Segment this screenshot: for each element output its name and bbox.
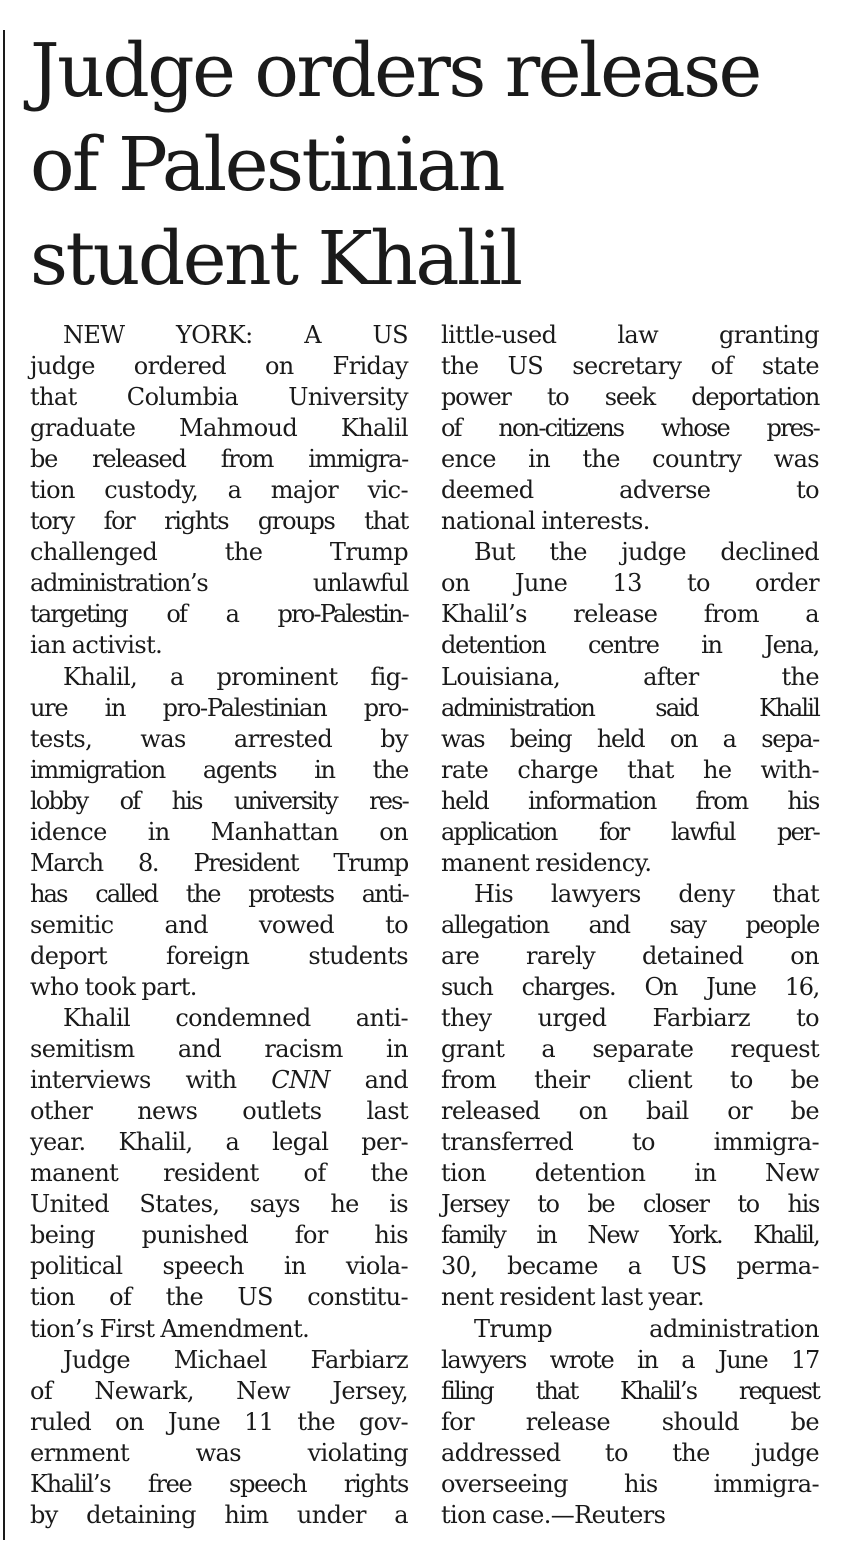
text-line: challenged the Trump (30, 538, 408, 567)
text-line: political speech in viola- (30, 1252, 408, 1281)
text-line: transferred to immigra- (441, 1128, 819, 1157)
text-line: ernment was violating (30, 1438, 408, 1467)
text-line: grant a separate request (441, 1035, 819, 1064)
text-line: by detaining him under a (30, 1500, 408, 1529)
text-line: Khalil, a prominent fig- (63, 662, 408, 691)
headline-line: Judge orders release (30, 28, 760, 114)
text-line: Jersey to be closer to his (441, 1190, 819, 1219)
text-line: Judge Michael Farbiarz (63, 1345, 408, 1374)
text-line: for release should be (441, 1407, 819, 1436)
text-line: allegation and say people (441, 910, 819, 939)
text-line: ure in pro-Palestinian pro- (30, 693, 408, 722)
text-line: 30, became a US perma- (441, 1252, 819, 1281)
text-line: immigration agents in the (30, 755, 408, 784)
text-line: detention centre in Jena, (441, 631, 819, 660)
text-line: national interests. (441, 507, 650, 536)
text-line: semitism and racism in (30, 1035, 408, 1064)
column-rule (3, 30, 5, 1540)
text-line: tory for rights groups that (30, 507, 408, 536)
text-line: semitic and vowed to (30, 910, 408, 939)
text-run: interviews with (30, 1066, 272, 1095)
text-line: of non-citizens whose pres- (441, 414, 819, 443)
text-line: judge ordered on Friday (30, 352, 408, 381)
text-line: are rarely detained on (441, 941, 819, 970)
text-line: manent resident of the (30, 1159, 408, 1188)
text-line: little-used law granting (441, 321, 819, 349)
text-line: ian activist. (30, 631, 163, 660)
text-line: tests, was arrested by (30, 724, 408, 753)
text-line: Khalil’s release from a (441, 600, 819, 629)
text-line: overseeing his immigra- (441, 1469, 819, 1498)
text-line: being punished for his (30, 1221, 408, 1250)
headline-line: of Palestinian (30, 122, 503, 208)
text-line (30, 1065, 408, 1096)
text-line: deemed adverse to (441, 476, 819, 505)
text-line: be released from immigra- (30, 445, 408, 474)
text-line: March 8. President Trump (30, 848, 408, 877)
text-line: was being held on a sepa- (441, 724, 819, 753)
text-line: Khalil’s free speech rights (30, 1469, 408, 1498)
text-line: the US secretary of state (441, 352, 819, 381)
text-line: lobby of his university res- (30, 786, 408, 815)
text-line: of Newark, New Jersey, (30, 1376, 408, 1405)
text-line: United States, says he is (30, 1190, 408, 1219)
text-line: administration’s unlawful (30, 569, 408, 598)
text-line: addressed to the judge (441, 1438, 819, 1467)
text-line: Trump administration (474, 1314, 819, 1343)
text-line: tion custody, a major vic- (30, 476, 408, 505)
text-line: ruled on June 11 the gov- (30, 1407, 408, 1436)
text-line: year. Khalil, a legal per- (30, 1128, 408, 1157)
text-line: held information from his (441, 786, 819, 815)
text-line: ence in the country was (441, 445, 819, 474)
text-line: from their client to be (441, 1066, 819, 1095)
text-line: tion detention in New (441, 1159, 819, 1188)
text-line: Khalil condemned anti- (63, 1004, 408, 1033)
text-line: power to seek deportation (441, 383, 819, 412)
text-line: tion of the US constitu- (30, 1283, 408, 1312)
headline (30, 24, 830, 306)
text-line: idence in Manhattan on (30, 817, 408, 846)
text-line: has called the protests anti- (30, 879, 408, 908)
text-line: that Columbia University (30, 383, 408, 412)
text-line: tion’s First Amendment. (30, 1314, 310, 1343)
text-line: Louisiana, after the (441, 662, 819, 691)
text-line: on June 13 to order (441, 569, 819, 598)
text-line: manent residency. (441, 848, 652, 877)
text-run: and (329, 1066, 408, 1095)
text-line: His lawyers deny that (474, 879, 819, 908)
news-outlet-italic: CNN (271, 1066, 330, 1095)
text-line: such charges. On June 16, (441, 972, 819, 1001)
text-line: lawyers wrote in a June 17 (441, 1345, 819, 1374)
text-line: family in New York. Khalil, (441, 1221, 819, 1250)
text-line: NEW YORK: A US (63, 321, 408, 349)
headline-line: student Khalil (30, 216, 521, 302)
text-line: deport foreign students (30, 941, 408, 970)
text-line: administration said Khalil (441, 693, 819, 722)
text-line: rate charge that he with- (441, 755, 819, 784)
text-line: tion case.—Reuters (441, 1500, 666, 1529)
text-line: But the judge declined (474, 538, 819, 567)
text-line: they urged Farbiarz to (441, 1004, 819, 1033)
text-line: who took part. (30, 972, 197, 1001)
text-line: graduate Mahmoud Khalil (30, 414, 408, 443)
text-line: nent resident last year. (441, 1283, 705, 1312)
text-line: other news outlets last (30, 1097, 408, 1126)
text-line: released on bail or be (441, 1097, 819, 1126)
text-line: application for lawful per- (441, 817, 819, 846)
article-column-right (441, 320, 819, 1531)
text-line: targeting of a pro-Palestin- (30, 600, 408, 629)
article-column-left (30, 320, 408, 1531)
text-line: filing that Khalil’s request (441, 1376, 819, 1405)
